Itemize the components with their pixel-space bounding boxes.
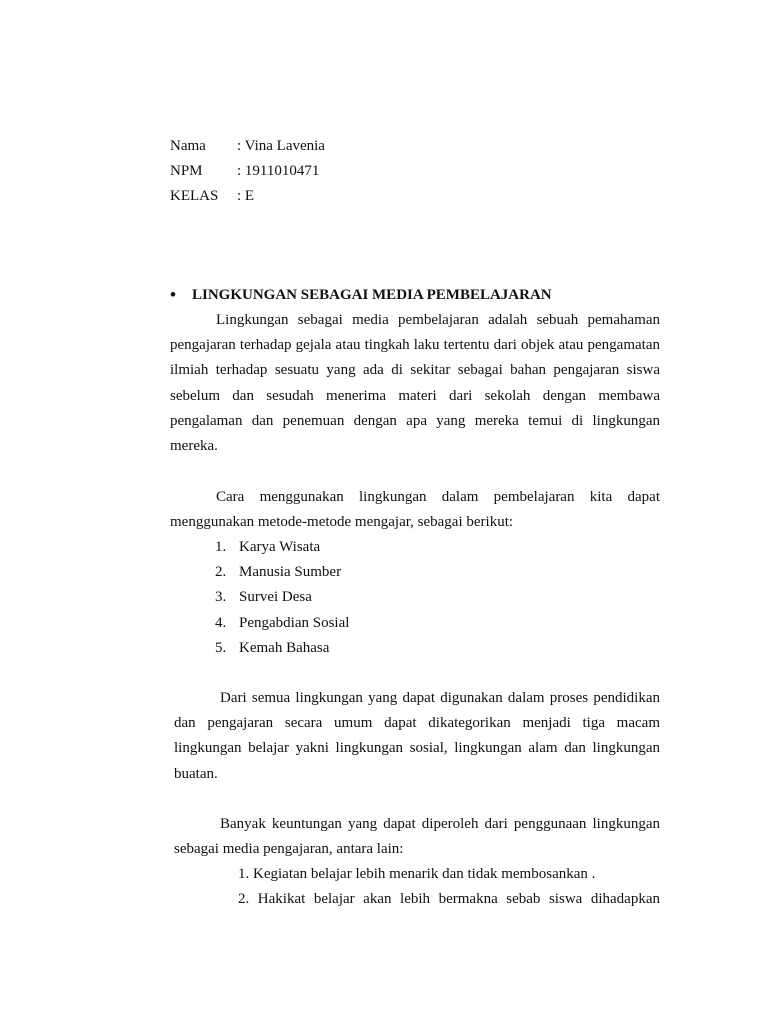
paragraph-environment-types-text: Dari semua lingkungan yang dapat digunakan dalam proses pendidikan dan pengajaran secara umum dapat dikategorikan menjadi tiga macam lingkungan belajar yakni lingkungan sosial, lingkungan alam dan lingkungan buatan.	[174, 690, 660, 782]
paragraph-methods-intro-text: Cara menggunakan lingkungan dalam pembelajaran kita dapat menggunakan metode-metode mengajar, sebagai berikut:	[170, 489, 660, 531]
list-item: 5. Kemah Bahasa	[215, 639, 330, 656]
section-title: LINGKUNGAN SEBAGAI MEDIA PEMBELAJARAN	[192, 286, 552, 303]
name-value: : Vina Lavenia	[237, 138, 325, 154]
paragraph-benefits-intro-text: Banyak keuntungan yang dapat diperoleh dari penggunaan lingkungan sebagai media pengajaran, antara lain:	[174, 816, 660, 858]
class-label: KELAS	[170, 188, 219, 204]
class-row	[170, 186, 325, 211]
class-value: : E	[237, 188, 255, 204]
section-heading	[170, 285, 552, 305]
list-item: 2. Manusia Sumber	[215, 564, 342, 581]
npm-label: NPM	[170, 163, 203, 179]
bullet-icon: •	[170, 285, 176, 304]
methods-list	[215, 535, 349, 661]
identity-block	[170, 136, 325, 211]
list-item: 4. Pengabdian Sosial	[215, 614, 350, 631]
list-item: 3. Survei Desa	[215, 589, 312, 606]
paragraph-benefits-intro	[174, 812, 660, 862]
npm-value: : 1911010471	[237, 163, 320, 179]
list-item: 1. Karya Wisata	[215, 539, 321, 555]
benefits-list	[238, 862, 660, 912]
name-label: Nama	[170, 138, 206, 154]
list-item: 1. Kegiatan belajar lebih menarik dan tidak membosankan .	[238, 866, 596, 882]
paragraph-definition	[170, 308, 660, 459]
npm-row	[170, 161, 325, 186]
paragraph-definition-text: Lingkungan sebagai media pembelajaran adalah sebuah pemahaman pengajaran terhadap gejala atau tingkah laku tertentu dari objek atau pengamatan ilmiah terhadap sesuatu yang ada di sekitar sebagai bahan pengajaran siswa sebelum dan sesudah menerima materi dari sekolah dengan membawa pengalaman dan penemuan dengan apa yang mereka temui di lingkungan mereka.	[170, 312, 660, 455]
name-row	[170, 136, 325, 161]
paragraph-environment-types	[174, 686, 660, 787]
paragraph-methods-intro	[170, 485, 660, 535]
list-item: 2. Hakikat belajar akan lebih bermakna sebab siswa dihadapkan	[238, 891, 660, 908]
